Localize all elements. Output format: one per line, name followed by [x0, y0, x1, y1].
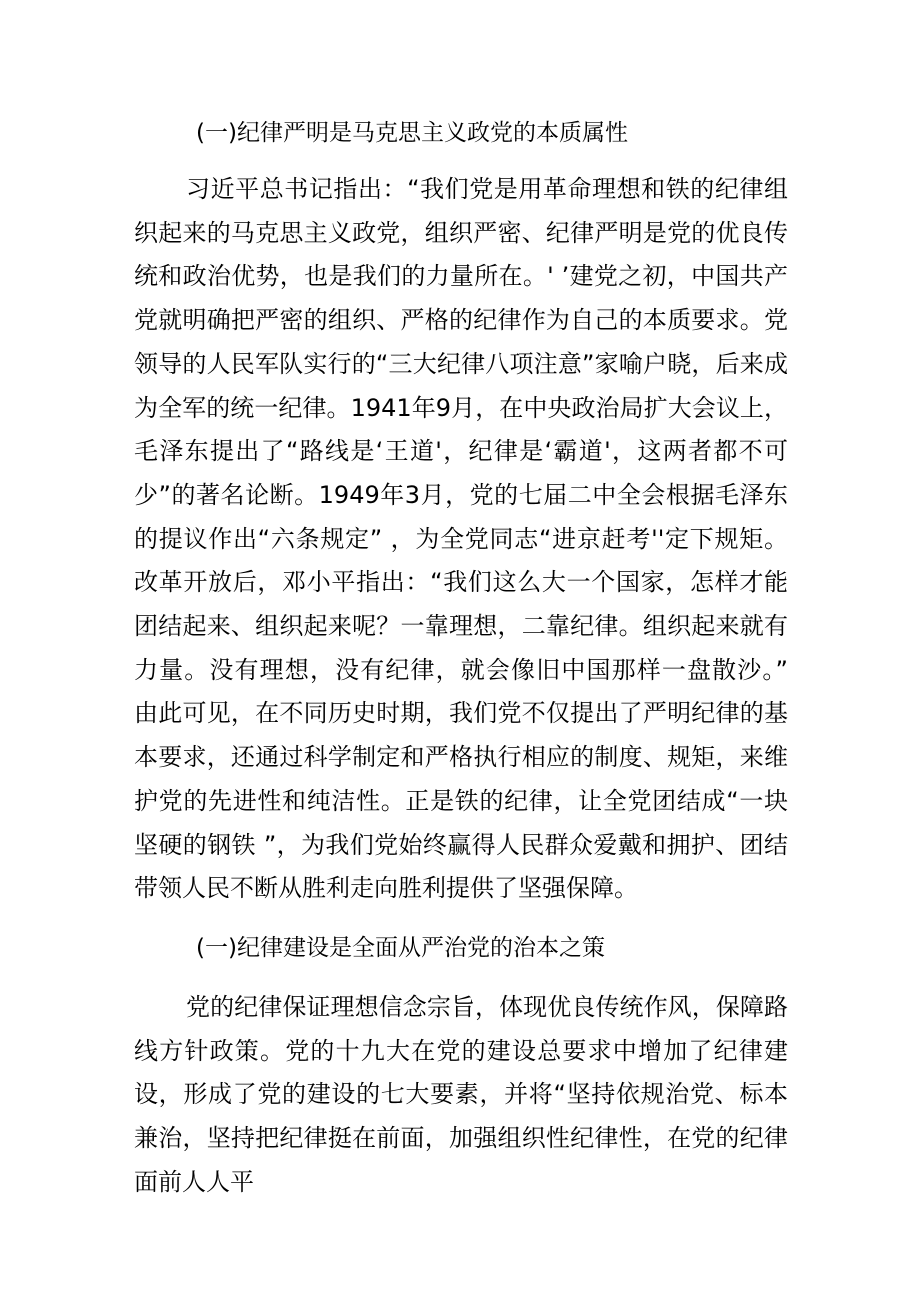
section-heading-2: (一)纪律建设是全面从严治党的治本之策: [196, 934, 605, 961]
paragraph-1: 习近平总书记指出：“我们党是用革命理想和铁的纪律组织起来的马克思主义政党，组织严密、纪律严明是党的优良传统和政治优势，也是我们的力量所在。' ’建党之初，中国共产党就明确把严密的组织、严格的纪律作为自己的本质要求。党领导的人民军队实行的“三大纪律八项注意”家喻户晓，后来成为全军的统一纪律。1941年9月，在中央政治局扩大会议上，毛泽东提出了“路线是‘王道'，纪律是‘霸道'，这两者都不可少”的著名论断。1949年3月，党的七届二中全会根据毛泽东的提议作出“六条规定” ，为全党同志“进京赶考''定下规矩。改革开放后，邓小平指出：“我们这么大一个国家，怎样才能团结起来、组织起来呢？一靠理想，二靠纪律。组织起来就有力量。没有理想，没有纪律，就会像旧中国那样一盘散沙。” 由此可见，在不同历史时期，我们党不仅提出了严明纪律的基本要求，还通过科学制定和严格执行相应的制度、规矩，来维护党的先进性和纯洁性。正是铁的纪律，让全党团结成“一块坚硬的钢铁 ”，为我们党始终赢得人民群众爱戴和拥护、团结带领人民不断从胜利走向胜利提供了坚强保障。: [134, 175, 788, 903]
paragraph-2: 党的纪律保证理想信念宗旨，体现优良传统作风，保障路线方针政策。党的十九大在党的建设总要求中增加了纪律建设，形成了党的建设的七大要素，并将“坚持依规治党、标本兼治，坚持把纪律挺在前面，加强组织性纪律性，在党的纪律面前人人平: [134, 992, 788, 1196]
section-heading-1: (一)纪律严明是马克思主义政党的本质属性: [196, 120, 628, 146]
